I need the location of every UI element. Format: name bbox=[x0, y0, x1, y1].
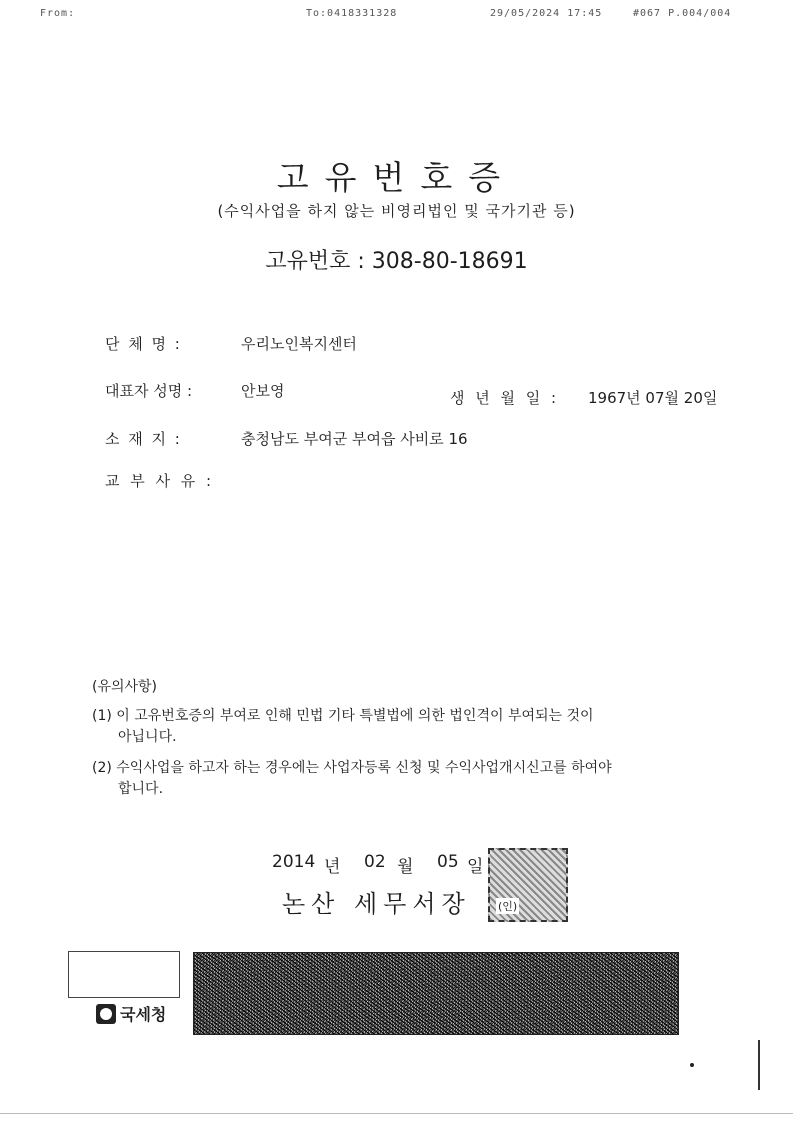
address-value: 충청남도 부여군 부여읍 사비로 16 bbox=[241, 430, 468, 448]
official-seal-stamp bbox=[488, 848, 568, 922]
issue-month-unit: 월 bbox=[397, 857, 414, 877]
document-subtitle: (수익사업을 하지 않는 비영리법인 및 국가기관 등) bbox=[217, 202, 576, 220]
birth-date-value: 1967년 07월 20일 bbox=[588, 389, 718, 407]
org-name-value: 우리노인복지센터 bbox=[241, 335, 357, 353]
document-title: 고유번호증 bbox=[276, 158, 517, 197]
agency-logo bbox=[96, 1002, 166, 1025]
page-bottom-edge bbox=[0, 1113, 793, 1114]
note-1-line-2: 아닙니다. bbox=[118, 729, 177, 745]
representative-label: 대표자 성명 : bbox=[105, 382, 193, 400]
issue-year-unit: 년 bbox=[324, 857, 341, 877]
issuing-office: 논산 세무서장 bbox=[282, 890, 471, 918]
issue-month: 02 bbox=[364, 852, 386, 872]
fax-from: From: bbox=[40, 8, 76, 19]
issue-day: 05 bbox=[437, 852, 459, 872]
redacted-security-pattern bbox=[193, 952, 679, 1035]
issue-reason-label: 교 부 사 유 : bbox=[105, 472, 215, 490]
seal-text: (인) bbox=[498, 900, 518, 913]
nts-emblem-icon bbox=[96, 1004, 116, 1024]
registration-number-line bbox=[0, 244, 793, 275]
note-2-line-1: (2) 수익사업을 하고자 하는 경우에는 사업자등록 신청 및 수익사업개시신고를 하여야 bbox=[92, 760, 612, 776]
notes-heading: (유의사항) bbox=[92, 679, 158, 695]
issue-year: 2014 bbox=[272, 852, 316, 872]
address-label: 소 재 지 : bbox=[105, 430, 182, 448]
issue-day-unit: 일 bbox=[467, 857, 484, 877]
blank-box bbox=[68, 951, 180, 998]
fax-page: #067 P.004/004 bbox=[633, 8, 732, 19]
scan-edge-line bbox=[758, 1040, 760, 1090]
agency-logo-text: 국세청 bbox=[120, 1005, 167, 1024]
note-1-line-1: (1) 이 고유번호증의 부여로 인해 민법 기타 특별법에 의한 법인격이 부여되는 것이 bbox=[92, 708, 594, 724]
birth-date-label: 생 년 월 일 : bbox=[450, 389, 560, 407]
fax-datetime: 29/05/2024 17:45 bbox=[490, 8, 603, 19]
note-2-line-2: 합니다. bbox=[118, 781, 164, 797]
fax-to: To:0418331328 bbox=[306, 8, 398, 19]
registration-label: 고유번호 : bbox=[265, 249, 365, 274]
org-name-label: 단 체 명 : bbox=[105, 335, 182, 353]
registration-number: 308-80-18691 bbox=[371, 249, 528, 274]
representative-value: 안보영 bbox=[241, 382, 285, 400]
scan-speck bbox=[690, 1063, 694, 1067]
